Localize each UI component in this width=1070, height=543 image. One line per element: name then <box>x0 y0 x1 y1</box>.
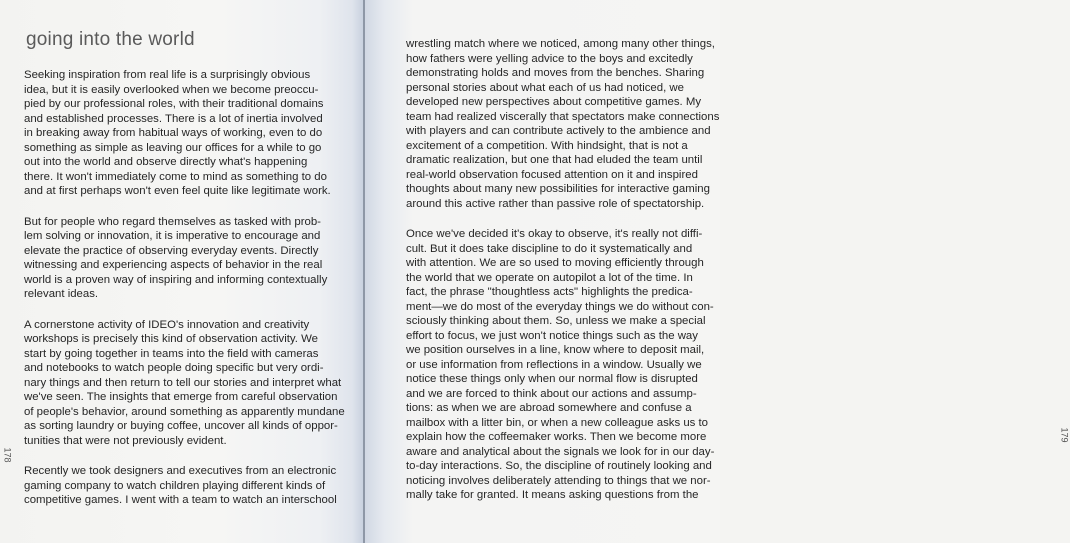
text-line: personal stories about what each of us had noticed, we <box>406 81 684 94</box>
text-line: idea, but it is easily overlooked when we become preoccu- <box>24 83 319 96</box>
text-line: in breaking away from habitual ways of working, even to do <box>24 127 323 139</box>
text-line: notice these things only when our normal flow is disrupted <box>406 373 698 385</box>
text-line: lem solving or innovation, it is imperative to encourage and <box>24 230 321 242</box>
text-line: and established processes. There is a lot of inertia involved <box>24 112 323 125</box>
text-line: dramatic realization, but one that had eluded the team until <box>406 154 703 166</box>
text-line: gaming company to watch children playing different kinds of <box>24 479 326 492</box>
text-line: thoughts about many new possibilities for interactive gaming <box>406 183 710 195</box>
text-line: sciously thinking about them. So, unless we make a special <box>406 315 706 327</box>
text-line: aware and analytical about the signals we look for in our day- <box>406 445 715 458</box>
text-line: and notebooks to watch people doing specific but very ordi- <box>24 362 324 374</box>
paragraph <box>406 227 715 503</box>
text-line: with attention. We are so used to moving efficiently through <box>406 257 704 269</box>
paragraph <box>24 464 337 508</box>
text-line: tions: as when we are abroad somewhere and confuse a <box>406 402 692 414</box>
text-line: mailbox with a litter bin, or when a new colleague asks us to <box>406 416 709 429</box>
text-line: we've seen. The insights that emerge from careful observation <box>24 391 338 403</box>
text-line: workshops is precisely this kind of observation activity. We <box>24 333 318 345</box>
text-line: and at first perhaps won't even feel quite like legitimate work. <box>24 185 331 197</box>
text-line: excitement of a competition. With hindsight, that is not a <box>406 139 688 152</box>
paragraph <box>406 37 720 211</box>
text-line: of people's behavior, around something as apparently mundane <box>24 405 345 418</box>
text-line: noticing involves deliberately attending to things that we nor- <box>406 474 711 487</box>
paragraph <box>24 68 331 199</box>
right-text-column <box>406 37 720 519</box>
paragraph <box>24 215 328 302</box>
left-text-column <box>24 29 345 524</box>
text-line: Recently we took designers and executives from an electronic <box>24 465 337 477</box>
text-line: cult. But it does take discipline to do it systematically and <box>406 242 693 255</box>
text-line: and we are forced to think about our actions and assump- <box>406 387 697 400</box>
text-line: Once we've decided it's okay to observe, it's really not diffi- <box>406 228 703 240</box>
page-number-right: 179 <box>1059 427 1070 443</box>
page-number-left: 178 <box>2 447 13 463</box>
text-line: world is a proven way of inspiring and informing contextually <box>24 273 328 286</box>
text-line: the world that we operate on autopilot a lot of the time. In <box>406 271 693 284</box>
text-line: with players and can contribute actively to the ambience and <box>406 125 711 137</box>
text-line: But for people who regard themselves as tasked with prob- <box>24 215 321 228</box>
text-line: A cornerstone activity of IDEO's innovation and creativity <box>24 318 310 331</box>
text-line: something as simple as leaving our offices for a while to go <box>24 141 322 154</box>
text-line: pied by our professional roles, with their traditional domains <box>24 98 324 110</box>
text-line: wrestling match where we noticed, among many other things, <box>406 38 715 50</box>
text-line: Seeking inspiration from real life is a surprisingly obvious <box>24 69 311 81</box>
text-line: start by going together in teams into the field with cameras <box>24 347 319 360</box>
chapter-title: going into the world <box>26 29 195 50</box>
text-line: team had realized viscerally that spectators make connections <box>406 110 720 123</box>
text-line: out into the world and observe directly what's happening <box>24 156 308 168</box>
text-line: how fathers were yelling advice to the boys and excitedly <box>406 52 693 65</box>
text-line: or use information from reflections in a window. Usually we <box>406 358 702 371</box>
text-line: demonstrating holds and moves from the benches. Sharing <box>406 67 705 79</box>
text-line: witnessing and experiencing aspects of behavior in the real <box>24 259 323 271</box>
text-line: fact, the phrase "thoughtless acts" highlights the predica- <box>406 286 693 298</box>
text-line: relevant ideas. <box>24 288 99 300</box>
text-line: nary things and then return to tell our stories and interpret what <box>24 376 342 389</box>
text-line: around this active rather than passive role of spectatorship. <box>406 197 705 210</box>
text-line: we position ourselves in a line, know where to deposit mail, <box>406 344 705 356</box>
text-line: tunities that were not previously evident. <box>24 434 227 447</box>
text-line: explain how the coffeemaker works. Then we become more <box>406 431 707 443</box>
text-line: elevate the practice of observing everyday events. Directly <box>24 244 319 257</box>
text-line: real-world observation focused attention on it and inspired <box>406 168 698 181</box>
left-page <box>0 0 363 543</box>
book-spine <box>363 0 365 543</box>
text-line: there. It won't immediately come to mind as something to do <box>24 170 327 183</box>
text-line: developed new perspectives about competitive games. My <box>406 96 702 108</box>
text-line: as sorting laundry or buying coffee, uncover all kinds of oppor- <box>24 420 338 432</box>
text-line: to-day interactions. So, the discipline of routinely looking and <box>406 460 712 472</box>
text-line: effort to focus, we just won't notice things such as the way <box>406 329 698 342</box>
text-line: mally take for granted. It means asking questions from the <box>406 489 699 501</box>
paragraph <box>24 318 345 449</box>
text-line: competitive games. I went with a team to watch an interschool <box>24 494 337 506</box>
text-line: ment—we do most of the everyday things we do without con- <box>406 300 714 313</box>
